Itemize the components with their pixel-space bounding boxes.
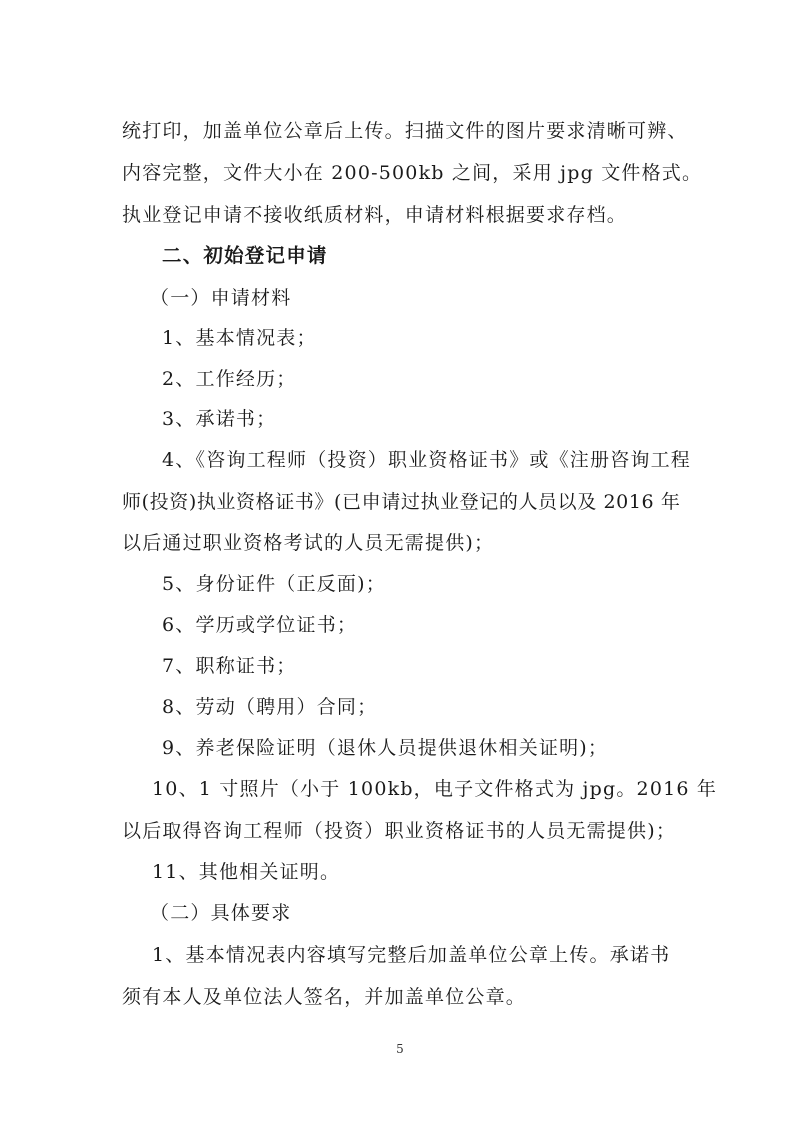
list-item: 1、基本情况表；: [162, 327, 317, 349]
list-item: 8、劳动（聘用）合同；: [162, 696, 378, 718]
text-line: 统打印，加盖单位公章后上传。扫描文件的图片要求清晰可辨、: [122, 120, 688, 142]
list-item-continued: 师(投资)执业资格证书》(已申请过执业登记的人员以及 2016 年: [122, 491, 681, 513]
list-item: 2、工作经历；: [162, 368, 297, 390]
list-item: 11、其他相关证明。: [152, 861, 341, 883]
text-line: 执业登记申请不接收纸质材料，申请材料根据要求存档。: [122, 204, 628, 226]
list-item: 9、养老保险证明（退休人员提供退休相关证明)；: [162, 737, 609, 759]
text-line: 内容完整，文件大小在 200-500kb 之间，采用 jpg 文件格式。: [122, 162, 703, 184]
section-heading: 二、初始登记申请: [162, 244, 328, 267]
page-number: 5: [396, 1042, 404, 1056]
list-item: 7、职称证书；: [162, 655, 297, 677]
list-item-continued: 以后取得咨询工程师（投资）职业资格证书的人员无需提供)；: [122, 820, 677, 842]
paragraph-line: 1、基本情况表内容填写完整后加盖单位公章上传。承诺书: [152, 944, 671, 966]
list-item: 3、承诺书；: [162, 408, 277, 430]
list-item: 5、身份证件（正反面)；: [162, 573, 386, 595]
list-item: 4、《咨询工程师（投资）职业资格证书》或《注册咨询工程: [162, 449, 691, 471]
list-item: 6、学历或学位证书；: [162, 614, 358, 636]
list-item-continued: 以后通过职业资格考试的人员无需提供)；: [122, 532, 495, 554]
paragraph-line: 须有本人及单位法人签名，并加盖单位公章。: [122, 986, 527, 1008]
subsection-heading: （二）具体要求: [150, 902, 292, 924]
list-item: 10、1 寸照片（小于 100kb，电子文件格式为 jpg。2016 年: [152, 778, 718, 800]
subsection-heading: （一）申请材料: [150, 287, 292, 309]
